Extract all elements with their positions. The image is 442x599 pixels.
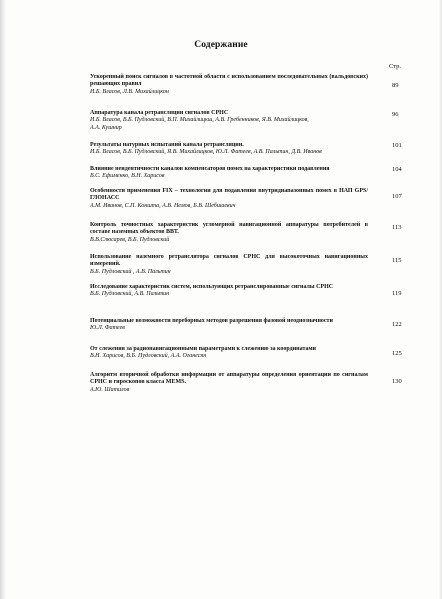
toc-entry — [90, 188, 368, 210]
entry-authors: В.С. Ефименко, В.Н. Харисов — [90, 173, 165, 180]
entry-authors: Ю.Л. Фатеев — [90, 325, 125, 332]
entry-page-number: 122 — [392, 321, 402, 328]
entry-authors: И.Б. Власов, В.Б. Пудловский, Я.В. Михайлицков, Ю.Л. Фатеев, А.В. Пальтин, Д.В. Иванов — [90, 149, 322, 156]
entry-title: Потенциальные возможности переборных методов разрешения фазовой неоднозначности — [90, 318, 333, 324]
entry-page-number: 130 — [392, 378, 402, 385]
entry-title: Ускоренный поиск сигналов в частотной области с использованием последовательных (вальдовских) решающих правил — [90, 74, 368, 88]
entry-authors: И.Б. Власов, В.Б. Пудловский, В.П. Михайлицкш, А.В. Гребенников, Я.В. Михайлицков, А.А. Кушнир — [90, 117, 309, 131]
entry-title: Влияние неидентичности каналов компенсаторов помех на характеристики подавления — [90, 166, 330, 172]
entry-page-number: 107 — [392, 193, 402, 200]
entry-title: Результаты натурных испытаний канала ретрансляции. — [90, 142, 244, 148]
toc-entry — [90, 284, 368, 299]
entry-page-number: 125 — [392, 350, 402, 357]
entry-authors: В.В.Слюсарев, В.Б. Пудловский — [90, 236, 170, 243]
entry-authors: В.Н. Харисов, В.Б. Пудловский, А.А. Оганесян — [90, 353, 207, 360]
toc-entry — [90, 222, 368, 244]
entry-page-number: 115 — [392, 257, 402, 264]
entry-title: Особенности применения FIX – технологии для подавления внутридиапазонных помех в НАП GPS/ГЛОНАСС — [90, 188, 368, 202]
toc-entry — [90, 142, 368, 157]
entry-title: Использование наземного ретранслятора сигналов СРНС для высокоточных навигационных измерений. — [90, 254, 368, 268]
entry-page-number: 104 — [392, 166, 402, 173]
toc-entry — [90, 372, 368, 394]
entry-authors: А.М. Иванов, С.П. Коншта, А.В. Немов, Б.В. Шебшаевич — [90, 202, 236, 209]
toc-entry — [90, 346, 368, 361]
entry-authors: В.Б. Пудловский, А.В. Пальтин — [90, 291, 170, 298]
entry-title: Аппаратура канала ретрансляции сигналов СРНС — [90, 110, 229, 116]
entry-page-number: 119 — [392, 290, 402, 297]
toc-entry — [90, 318, 368, 333]
entry-authors: В.Б. Пудловский , А.В. Пальтин — [90, 268, 171, 275]
entry-authors: И.Б. Власов, Л.В. Михайлицкон — [90, 88, 169, 95]
entry-page-number: 89 — [392, 82, 399, 89]
page-column-header: Стр. — [389, 63, 402, 70]
entry-authors: А.Ю. Шатилов — [90, 386, 130, 393]
scan-edge-left — [0, 0, 6, 599]
entry-title: Алгоритм вторичной обработки информации от аппаратуры определения ориентации по сигналам СРНС и гироскопов класса MEMS. — [90, 372, 368, 386]
entry-title: Исследование характеристик систем, использующих ретранслированные сигналы СРНС — [90, 284, 334, 290]
entry-title: Контроль точностных характеристик угломерной навигационной аппаратуры потребителей в составе наземных объектов ВВТ. — [90, 222, 368, 236]
entry-page-number: 101 — [392, 142, 402, 149]
entry-page-number: 113 — [392, 224, 402, 231]
entry-page-number: 96 — [392, 111, 399, 118]
toc-entry — [90, 254, 368, 276]
toc-entry — [90, 110, 368, 132]
entry-title: От слежения за радионавигационными параметрами к слежению за координатами — [90, 346, 317, 352]
toc-entry — [90, 74, 368, 96]
page-title: Содержание — [194, 40, 248, 50]
toc-entry — [90, 166, 368, 181]
